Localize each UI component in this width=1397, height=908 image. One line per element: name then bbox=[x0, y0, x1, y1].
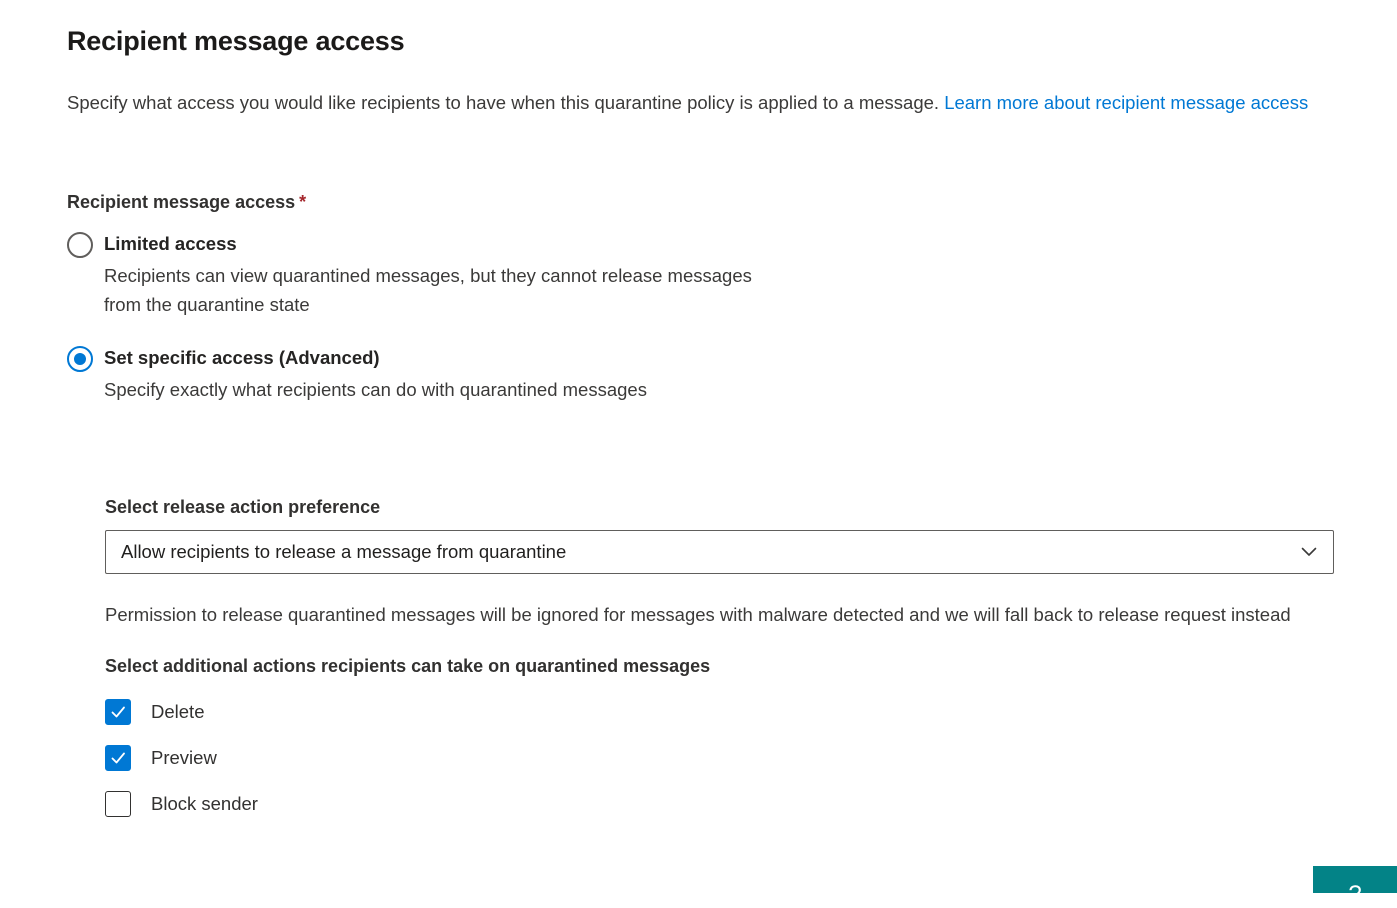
page-description bbox=[67, 88, 1332, 117]
advanced-access-subsection bbox=[105, 494, 1334, 817]
release-preference-label: Select release action preference bbox=[105, 497, 381, 517]
check-icon bbox=[111, 706, 126, 719]
radio-option-limited-access[interactable] bbox=[67, 231, 1332, 319]
recipient-access-label bbox=[67, 189, 1332, 215]
radio-button[interactable] bbox=[67, 232, 93, 258]
checkbox-label: Delete bbox=[151, 701, 205, 722]
additional-actions-label: Select additional actions recipients can take on quarantined messages bbox=[105, 656, 711, 676]
checkbox[interactable] bbox=[105, 699, 131, 725]
radio-button[interactable] bbox=[67, 346, 93, 372]
learn-more-link[interactable]: Learn more about recipient message access bbox=[944, 92, 1309, 113]
release-preference-dropdown[interactable] bbox=[105, 530, 1334, 574]
checkbox-row-delete[interactable] bbox=[105, 699, 1334, 725]
radio-option-set-specific-access[interactable] bbox=[67, 345, 1332, 404]
radio-option-label: Limited access bbox=[104, 233, 237, 254]
check-icon bbox=[111, 752, 126, 765]
radio-option-description: Recipients can view quarantined messages, but they cannot release messages from the quarantine state bbox=[104, 265, 752, 315]
checkbox[interactable] bbox=[105, 791, 131, 817]
checkbox-row-preview[interactable] bbox=[105, 745, 1334, 771]
release-preference-selected-value: Allow recipients to release a message from quarantine bbox=[121, 541, 567, 562]
release-permission-note: Permission to release quarantined messages will be ignored for messages with malware detected and we will fall back to release request instead bbox=[105, 604, 1291, 625]
required-asterisk: * bbox=[299, 192, 307, 212]
checkbox-label: Block sender bbox=[151, 793, 258, 814]
checkbox[interactable] bbox=[105, 745, 131, 771]
chevron-down-icon bbox=[1301, 547, 1317, 557]
radio-option-label: Set specific access (Advanced) bbox=[104, 347, 380, 368]
recipient-access-label-text: Recipient message access bbox=[67, 192, 296, 212]
page-description-text: Specify what access you would like recipients to have when this quarantine policy is applied to a message. bbox=[67, 92, 945, 113]
page-title: Recipient message access bbox=[67, 26, 405, 56]
question-mark-icon: ? bbox=[1348, 881, 1362, 908]
radio-option-body bbox=[104, 345, 647, 404]
radio-option-body bbox=[104, 231, 756, 319]
radio-option-description: Specify exactly what recipients can do with quarantined messages bbox=[104, 379, 647, 400]
checkbox-row-block-sender[interactable] bbox=[105, 791, 1334, 817]
checkbox-label: Preview bbox=[151, 747, 217, 768]
help-button[interactable] bbox=[1313, 866, 1397, 908]
